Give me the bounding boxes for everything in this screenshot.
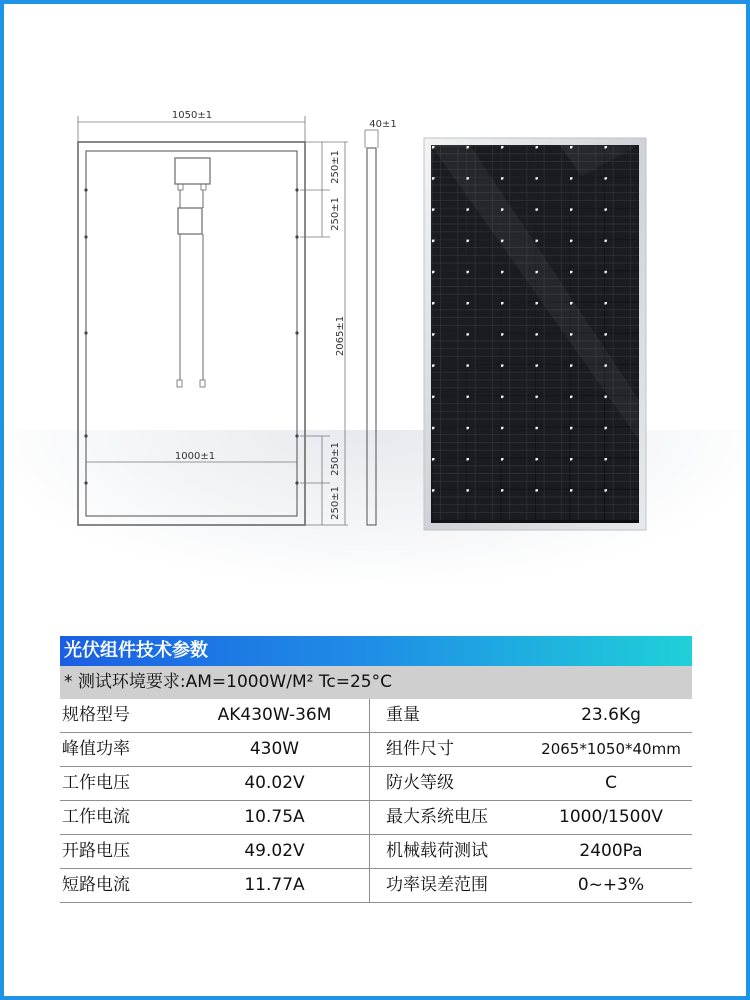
spec-value: 49.02V <box>180 835 370 868</box>
thickness-dimension <box>365 119 397 525</box>
inner-width-dimension <box>86 451 297 462</box>
spec-value: AK430W-36M <box>180 699 370 732</box>
inner-width-label: 1000±1 <box>174 451 216 462</box>
spacing-label-4: 250±1 <box>330 486 341 520</box>
spec-label: 防火等级 <box>386 773 454 793</box>
spec-label: 重量 <box>386 705 420 725</box>
width-label: 1050±1 <box>171 110 213 121</box>
spec-table-title: 光伏组件技术参数 <box>60 636 692 666</box>
spec-value: 2065*1050*40mm <box>541 740 681 758</box>
spacing-label-2: 250±1 <box>330 197 341 231</box>
spec-table-note: * 测试环境要求:AM=1000W/M² Tc=25°C <box>60 666 692 699</box>
spacing-label-1: 250±1 <box>330 150 341 184</box>
spec-label: 组件尺寸 <box>386 739 454 759</box>
spec-value: 23.6Kg <box>581 705 641 725</box>
spec-value: 10.75A <box>180 801 370 834</box>
spec-value: 0~+3% <box>577 875 645 895</box>
spec-table <box>60 636 692 903</box>
mounting-holes <box>84 188 298 484</box>
height-label: 2065±1 <box>335 315 346 357</box>
spec-label: 功率误差范围 <box>386 875 488 895</box>
spec-label: 工作电流 <box>62 807 130 827</box>
table-row <box>60 767 692 801</box>
junction-box <box>175 158 210 387</box>
spec-label: 工作电压 <box>62 773 130 793</box>
table-row <box>60 733 692 767</box>
height-dimensions <box>300 142 348 525</box>
spacing-label-3: 250±1 <box>330 442 341 476</box>
width-dimension <box>78 110 305 142</box>
spec-label: 峰值功率 <box>62 739 130 759</box>
spec-label: 最大系统电压 <box>386 807 488 827</box>
panel-frame-outer <box>78 142 305 525</box>
spec-label: 短路电流 <box>62 875 130 895</box>
spec-value: 2400Pa <box>579 841 643 861</box>
panel-side-profile <box>367 148 376 525</box>
spec-value: 430W <box>180 733 370 766</box>
spec-label: 规格型号 <box>62 705 130 725</box>
solar-panel-image <box>424 138 646 530</box>
table-row <box>60 699 692 733</box>
spec-value: 40.02V <box>180 767 370 800</box>
table-row <box>60 835 692 869</box>
table-row <box>60 869 692 903</box>
spec-label: 机械载荷测试 <box>386 841 488 861</box>
table-row <box>60 801 692 835</box>
spec-value: 11.77A <box>180 869 370 902</box>
spec-value: C <box>605 773 617 793</box>
thickness-label: 40±1 <box>369 119 397 130</box>
spec-label: 开路电压 <box>62 841 130 861</box>
spec-value: 1000/1500V <box>559 807 663 827</box>
